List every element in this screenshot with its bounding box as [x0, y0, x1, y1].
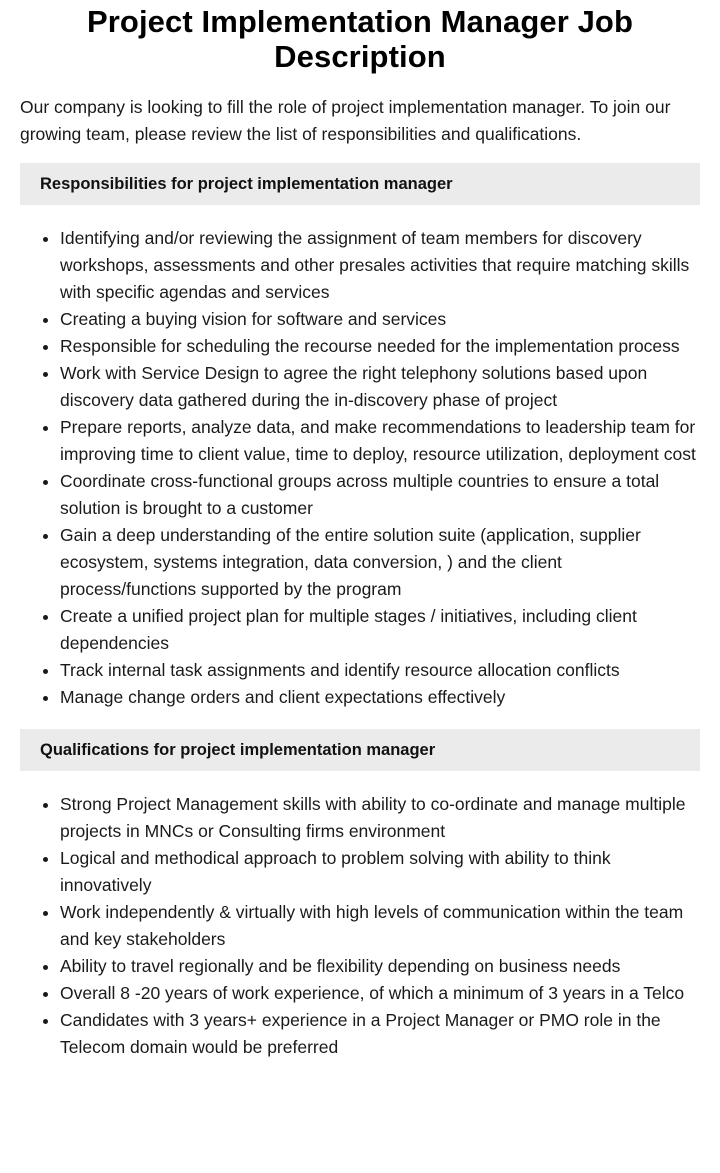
responsibilities-heading-text: Responsibilities for project implementation manager	[40, 174, 453, 193]
list-item: Strong Project Management skills with ability to co-ordinate and manage multiple projects in MNCs or Consulting firms environment	[60, 791, 700, 845]
list-item: Gain a deep understanding of the entire solution suite (application, supplier ecosystem, systems integration, data conversion, ) and the client process/functions supported by the program	[60, 522, 700, 603]
list-item: Create a unified project plan for multiple stages / initiatives, including client dependencies	[60, 603, 700, 657]
list-item: Creating a buying vision for software and services	[60, 306, 700, 333]
qualifications-heading	[20, 729, 700, 771]
responsibilities-heading	[20, 163, 700, 205]
list-item: Coordinate cross-functional groups across multiple countries to ensure a total solution is brought to a customer	[60, 468, 700, 522]
list-item: Overall 8 -20 years of work experience, of which a minimum of 3 years in a Telco	[60, 980, 700, 1007]
list-item: Work with Service Design to agree the right telephony solutions based upon discovery data gathered during the in-discovery phase of project	[60, 360, 700, 414]
intro-paragraph: Our company is looking to fill the role of project implementation manager. To join our growing team, please review the list of responsibilities and qualifications.	[20, 97, 671, 144]
list-item: Identifying and/or reviewing the assignment of team members for discovery workshops, assessments and other presales activities that require matching skills with specific agendas and services	[60, 225, 700, 306]
list-item: Ability to travel regionally and be flexibility depending on business needs	[60, 953, 700, 980]
responsibilities-list	[20, 225, 700, 711]
list-item: Work independently & virtually with high levels of communication within the team and key stakeholders	[60, 899, 700, 953]
page-title: Project Implementation Manager Job Description	[86, 4, 633, 74]
list-item: Track internal task assignments and identify resource allocation conflicts	[60, 657, 700, 684]
list-item: Logical and methodical approach to problem solving with ability to think innovatively	[60, 845, 700, 899]
qualifications-heading-text: Qualifications for project implementation manager	[40, 740, 436, 759]
list-item: Responsible for scheduling the recourse needed for the implementation process	[60, 333, 700, 360]
list-item: Manage change orders and client expectations effectively	[60, 684, 700, 711]
list-item: Prepare reports, analyze data, and make recommendations to leadership team for improving time to client value, time to deploy, resource utilization, deployment cost	[60, 414, 700, 468]
list-item: Candidates with 3 years+ experience in a Project Manager or PMO role in the Telecom domain would be preferred	[60, 1007, 700, 1061]
qualifications-list	[20, 791, 700, 1061]
